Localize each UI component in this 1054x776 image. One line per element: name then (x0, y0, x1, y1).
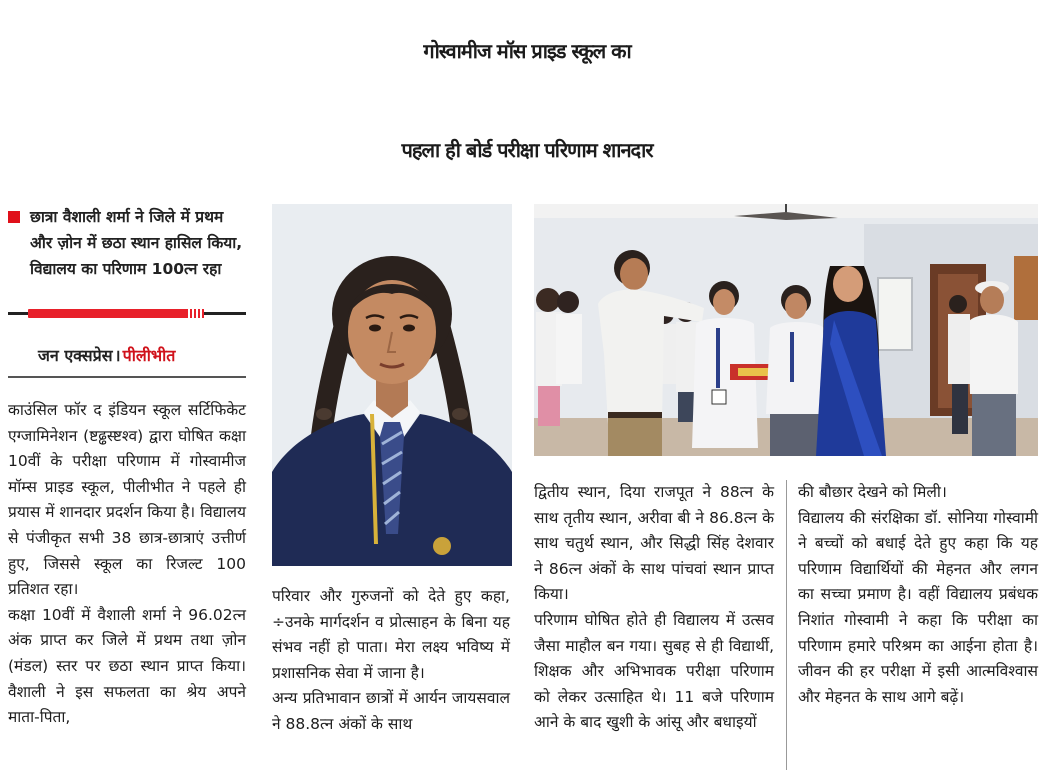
red-accent-bar-dots (186, 309, 204, 318)
summary-deck (8, 204, 248, 282)
paragraph: परिणाम घोषित होते ही विद्यालय में उत्सव जैसा माहौल बन गया। सुबह से ही विद्यार्थी, शिक्षक और अभिभावक परीक्षा परिणाम को लेकर उत्साहित थे। 11 बजे परिणाम आने के बाद खुशी के आंसू और बधाइयों (534, 610, 774, 732)
byline-separator: । (114, 346, 121, 365)
celebration-group-photo (534, 204, 1038, 456)
paragraph: काउंसिल फॉर द इंडियन स्कूल सर्टिफिकेट एग्जामिनेशन (ष्टढ्ढस्ष्टश्व) द्वारा घोषित कक्षा 10वीं के परीक्षा परिणाम में गोस्वामीज मॉम्स प्राइड स्कूल, पीलीभीत ने पहले ही प्रयास में शानदार प्रदर्शन किया है। विद्यालय से पंजीकृत सभी 38 छात्र-छात्राएं उत्तीर्ण हुए, जिससे स्कूल का रिजल्ट 100 प्रतिशत रहा। (8, 401, 247, 599)
group-illustration (534, 204, 1038, 456)
red-accent-bar (28, 309, 204, 318)
column-divider (786, 480, 787, 770)
byline-source: जन एक्सप्रेस (38, 346, 113, 365)
byline-city: पीलीभीत (122, 346, 176, 365)
red-square-bullet-icon (8, 211, 20, 223)
paragraph: की बौछार देखने को मिली। (798, 483, 947, 501)
headline-line-1: गोस्वामीज मॉस प्राइड स्कूल का (423, 39, 631, 63)
student-portrait-photo (272, 204, 512, 566)
headline-line-2: पहला ही बोर्ड परीक्षा परिणाम शानदार (401, 138, 653, 162)
paragraph: अन्य प्रतिभावान छात्रों में आर्यन जायसवाल ने 88.8त्न अंकों के साथ (272, 689, 510, 733)
portrait-illustration (272, 204, 512, 566)
byline-divider (8, 376, 246, 378)
paragraph: परिवार और गुरुजनों को देते हुए कहा, ÷उनके मार्गदर्शन व प्रोत्साहन के बिना यह संभव नहीं हो पाता। मेरा लक्ष्य भविष्य में प्रशासनिक सेवा में जाना है। (272, 587, 510, 682)
article-column-3 (534, 480, 774, 736)
paragraph: विद्यालय की संरक्षिका डॉ. सोनिया गोस्वामी ने बच्चों को बधाई देते हुए कहा कि यह परिणाम विद्यार्थियों की मेहनत और लगन का सच्चा प्रमाण है। वहीं विद्यालय प्रबंधक निशांत गोस्वामी ने कहा कि परीक्षा का परिणाम हमारे परिश्रम का आईना होता है। जीवन की हर परीक्षा में इसी आत्मविश्वास और मेहनत के साथ आगे बढ़ें। (798, 508, 1038, 706)
paragraph: कक्षा 10वीं में वैशाली शर्मा ने 96.02त्न अंक प्राप्त कर जिले में प्रथम तथा ज़ोन (मंडल) स्तर पर छठा स्थान प्राप्त किया। वैशाली ने इस सफलता का श्रेय अपने माता-पिता, (8, 605, 246, 727)
article-column-2 (272, 584, 510, 738)
summary-text: छात्रा वैशाली शर्मा ने जिले में प्रथम और ज़ोन में छठा स्थान हासिल किया, विद्यालय का परिणाम 100त्न रहा (30, 208, 243, 278)
article-column-1 (8, 398, 246, 731)
article-column-4 (798, 480, 1038, 710)
paragraph: द्वितीय स्थान, दिया राजपूत ने 88त्न के साथ तृतीय स्थान, अरीवा बी ने 86.8त्न के साथ चतुर्थ स्थान, और सिद्धी सिंह देशवार ने 86त्न अंकों के साथ पांचवां स्थान प्राप्त किया। (534, 483, 774, 604)
byline (38, 344, 175, 366)
